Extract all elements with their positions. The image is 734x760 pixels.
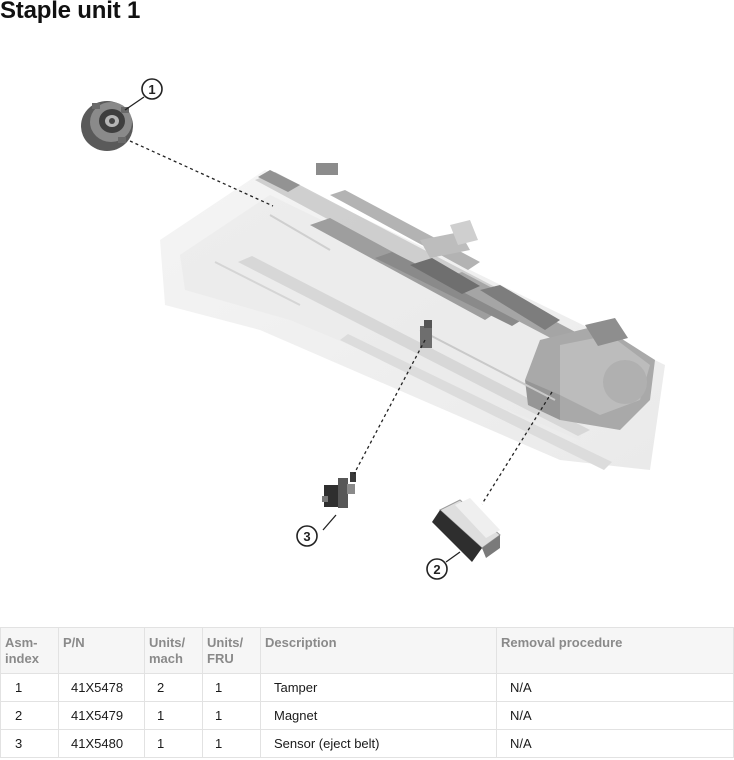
callout-3-label: 3 [303,529,311,544]
units-fru-cell: 1 [215,680,223,695]
removal-procedure-cell: N/A [510,736,532,751]
callout-2-label: 2 [433,562,441,577]
tamper-part [81,101,133,151]
asm-index-cell: 2 [15,708,23,723]
exploded-parts-diagram [0,40,734,600]
description-cell: Tamper [274,680,318,695]
removal-procedure-cell: N/A [510,708,532,723]
table-row [1,702,734,730]
units-mach-cell: 2 [157,680,165,695]
table-row [1,730,734,758]
header-units-fru: Units/ FRU [203,628,261,674]
table-row [1,674,734,702]
removal-procedure-cell: N/A [510,680,532,695]
header-asm-index: Asm- index [1,628,59,674]
pn-cell: 41X5478 [71,680,124,695]
asm-index-cell: 3 [15,736,23,751]
sensor-part [322,472,356,508]
units-fru-cell: 1 [215,708,223,723]
header-units-mach: Units/ mach [145,628,203,674]
units-mach-cell: 1 [157,708,165,723]
header-pn: P/N [59,628,145,674]
callout-1-label: 1 [148,82,156,97]
pn-cell: 41X5479 [71,708,124,723]
asm-index-cell: 1 [15,680,23,695]
header-removal-procedure: Removal procedure [497,628,734,674]
table-header-row [1,628,734,674]
staple-unit-assembly [160,163,665,470]
units-mach-cell: 1 [157,736,165,751]
parts-table [0,627,734,758]
units-fru-cell: 1 [215,736,223,751]
header-description: Description [261,628,497,674]
callout-3 [297,526,317,546]
description-cell: Sensor (eject belt) [274,736,380,751]
pn-cell: 41X5480 [71,736,124,751]
description-cell: Magnet [274,708,318,723]
page-title: Staple unit 1 [0,0,141,24]
callout-2 [427,559,447,579]
magnet-part [432,498,500,562]
callout-1 [142,79,162,99]
